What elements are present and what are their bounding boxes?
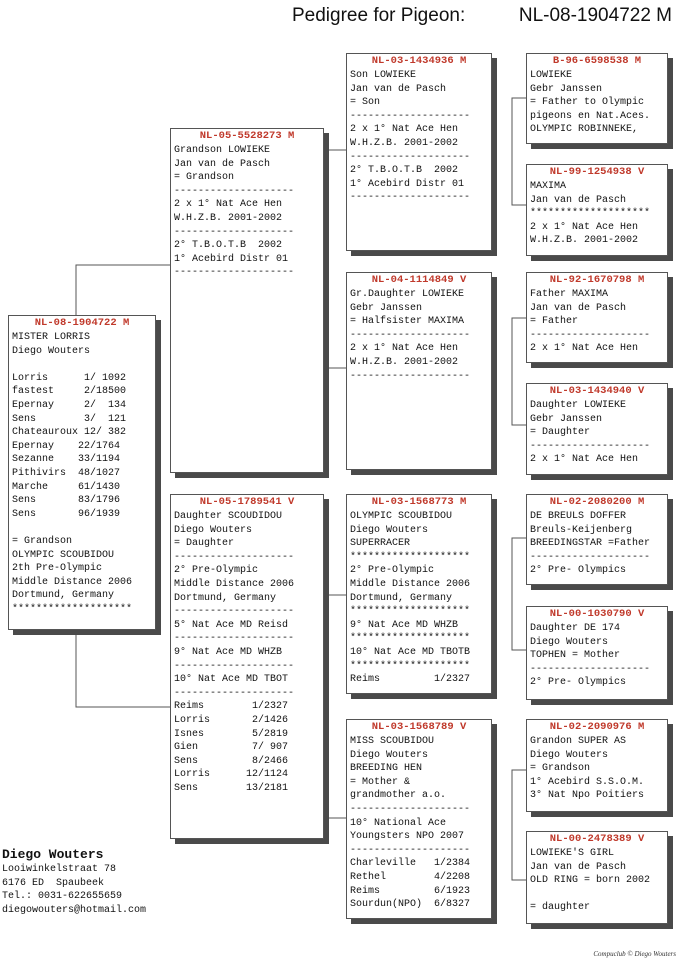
owner-postcode: 6176 ED Spaubeek [2,877,105,889]
connector-ss [512,98,526,205]
pedigree-line: BREEDING HEN [350,763,423,775]
pedigree-line: 10° Nat Ace MD TBOT [174,674,289,686]
pedigree-line: Diego Wouters [350,749,429,761]
pedigree-line: -------------------- [174,606,295,618]
connector-dd [512,770,526,880]
pedigree-line: -------------------- [530,663,651,675]
pedigree-line: 2 x 1° Nat Ace Hen [350,124,459,136]
pigeon-card-ddd[interactable] [526,831,668,924]
pedigree-line: ******************** [350,606,471,618]
pedigree-line: -------------------- [174,687,295,699]
pedigree-line: Middle Distance 2006 [174,578,295,590]
pedigree-line: Jan van de Pasch [530,302,627,314]
ring-number: NL-92-1670798 M [549,274,645,286]
pedigree-line [12,358,152,372]
ring-number: NL-08-1904722 M [34,317,130,329]
pedigree-line: -------------------- [350,329,471,341]
pedigree-line: = Halfsister MAXIMA [350,316,465,328]
pedigree-line: Marche 61/1430 [12,481,121,493]
pedigree-line: Sens 8/2466 [174,755,289,767]
title-label: Pedigree for Pigeon: [292,5,466,26]
pedigree-line: 2 x 1° Nat Ace Hen [174,199,283,211]
pedigree-line: ******************** [530,208,651,220]
pigeon-card-dam[interactable] [170,494,324,839]
ring-number: NL-03-1568773 M [371,496,467,508]
pedigree-line: 10° Nat Ace MD TBOTB [350,646,471,658]
pedigree-line: 9° Nat Ace MD WHZB [174,646,283,658]
pedigree-line: 2° Pre- Olympics [530,677,627,689]
pedigree-line: Reims 1/2327 [174,701,289,713]
pigeon-card-dsd[interactable] [526,606,668,700]
pedigree-line: LOWIEKE'S GIRL [530,848,615,859]
pedigree-line: Dortmund, Germany [174,592,277,604]
pedigree-line: = Grandson [530,763,591,775]
pedigree-line: Sourdun(NPO) 6/8327 [350,899,471,911]
pedigree-line: Gr.Daughter LOWIEKE [350,289,465,300]
pigeon-card-sire[interactable] [170,128,324,473]
pedigree-line: OLYMPIC SCOUBIDOU [350,511,453,522]
pigeon-card-dd[interactable] [346,719,492,919]
pedigree-line: OLYMPIC SCOUBIDOU [12,549,115,561]
connector-dam [324,595,346,818]
pedigree-line: 2° T.B.O.T.B 2002 [174,240,283,252]
pedigree-line: Rethel 4/2208 [350,871,471,883]
pigeon-card-sds[interactable] [526,272,668,363]
pedigree-line: W.H.Z.B. 2001-2002 [350,356,459,368]
pedigree-line: 2° Pre-Olympic [350,565,435,577]
pedigree-line: Dortmund, Germany [350,592,453,604]
pedigree-line: TOPHEN = Mother [530,650,621,662]
pedigree-line: Sens 83/1796 [12,495,121,507]
owner-info [2,847,146,918]
pedigree-line: Daughter LOWIEKE [530,400,627,411]
ring-number: NL-02-2090976 M [549,721,645,733]
pedigree-line: -------------------- [530,329,651,341]
ring-number: NL-03-1434940 V [549,385,645,397]
pedigree-line: Isnes 5/2819 [174,728,289,740]
pedigree-line: Chateauroux 12/ 382 [12,427,127,439]
pedigree-line: Jan van de Pasch [350,83,447,95]
pedigree-line: Gebr Janssen [530,83,603,95]
pedigree-line: -------------------- [174,185,295,197]
pedigree-line: Gebr Janssen [350,302,423,314]
ring-number: NL-05-5528273 M [199,130,295,142]
pedigree-line: Father MAXIMA [530,289,609,300]
pedigree-line: 2th Pre-Olympic [12,563,103,575]
pedigree-line: 9° Nat Ace MD WHZB [350,619,459,631]
pedigree-line: W.H.Z.B. 2001-2002 [350,137,459,149]
pedigree-line: Jan van de Pasch [530,194,627,206]
ring-number: NL-03-1434936 M [371,55,467,67]
pedigree-line: ******************** [350,633,471,645]
pedigree-line: -------------------- [530,551,651,563]
pedigree-line: Gebr Janssen [530,413,603,425]
ring-number: NL-04-1114849 V [371,274,467,286]
pedigree-line [12,521,152,535]
ring-number: NL-05-1789541 V [199,496,295,508]
pedigree-line: -------------------- [174,267,295,279]
pedigree-line: 1° Acebird S.S.O.M. [530,776,645,788]
pedigree-line: Diego Wouters [530,749,609,761]
owner-name: Diego Wouters [2,847,104,862]
pedigree-line: W.H.Z.B. 2001-2002 [530,235,639,247]
pedigree-line: = Mother & [350,776,411,788]
pedigree-line: -------------------- [174,660,295,672]
pedigree-line: Middle Distance 2006 [12,576,133,588]
pedigree-line: ******************** [12,603,133,615]
pedigree-line: Reims 1/2327 [350,674,471,686]
pedigree-line: 2 x 1° Nat Ace Hen [530,454,639,466]
pedigree-line: 1° Acebird Distr 01 [350,178,465,190]
pedigree-line: BREEDINGSTAR =Father [530,538,651,550]
pedigree-line: Gien 7/ 907 [174,742,289,754]
pigeon-card-ssd[interactable] [526,164,668,256]
pedigree-line: Sens 3/ 121 [12,413,127,425]
pedigree-line: Youngsters NPO 2007 [350,831,465,843]
pigeon-card-dss[interactable] [526,494,668,585]
pedigree-line: Lorris 2/1426 [174,714,289,726]
pedigree-line: 2 x 1° Nat Ace Hen [350,343,459,355]
pedigree-line: Jan van de Pasch [174,158,271,170]
pedigree-line: 2° Pre- Olympics [530,565,627,577]
pigeon-card-sdd[interactable] [526,383,668,475]
pedigree-line: Diego Wouters [350,524,429,536]
connector-sire [324,150,346,368]
pedigree-line: 10° National Ace [350,817,447,829]
pedigree-line: Reims 6/1923 [350,885,471,897]
pedigree-line: 1° Acebird Distr 01 [174,253,289,265]
pedigree-line: = Son [350,97,381,109]
pedigree-line: -------------------- [350,192,471,204]
pedigree-line: = Daughter [530,427,591,439]
pedigree-line: Grandon SUPER AS [530,736,627,747]
pigeon-card-sss[interactable] [526,53,668,144]
pedigree-line: Lorris 12/1124 [174,769,289,781]
pedigree-line: W.H.Z.B. 2001-2002 [174,212,283,224]
pedigree-line: Son LOWIEKE [350,70,417,81]
pedigree-line: 3° Nat Npo Poitiers [530,790,645,802]
pedigree-line: Sezanne 33/1194 [12,454,121,466]
pedigree-line: = Grandson [174,172,235,184]
pigeon-card-dds[interactable] [526,719,668,812]
pedigree-line: 2° Pre-Olympic [174,565,259,577]
pedigree-line: Epernay 2/ 134 [12,399,127,411]
pedigree-line: -------------------- [174,633,295,645]
ring-number: NL-00-1030790 V [549,608,645,620]
pedigree-line: OLYMPIC ROBINNEKE, [530,124,639,136]
pedigree-line: -------------------- [174,551,295,563]
pedigree-line: -------------------- [350,844,471,856]
pedigree-line: fastest 2/18500 [12,386,127,398]
owner-email[interactable]: diegowouters@hotmail.com [2,904,147,916]
pedigree-line: -------------------- [350,370,471,382]
pedigree-line: = daughter [530,902,591,914]
pedigree-line: Breuls-Keijenberg [530,524,633,536]
pedigree-line: Diego Wouters [174,524,253,536]
pedigree-line: grandmother a.o. [350,790,447,802]
pedigree-line: Daughter SCOUDIDOU [174,511,283,522]
pigeon-card-ds[interactable] [346,494,492,694]
pedigree-line: 2 x 1° Nat Ace Hen [530,343,639,355]
pedigree-line: -------------------- [350,803,471,815]
pedigree-line: Middle Distance 2006 [350,578,471,590]
pedigree-line: Sens 13/2181 [174,782,289,794]
pedigree-line: = Grandson [12,535,73,547]
ring-number: B-96-6598538 M [552,55,642,67]
owner-address: Looiwinkelstraat 78 [2,864,117,875]
pedigree-line: OLD RING = born 2002 [530,875,651,887]
pedigree-line: MAXIMA [530,181,567,192]
pedigree-line: = Father to Olympic [530,97,645,109]
pedigree-line: SUPERRACER [350,538,411,550]
pedigree-line: -------------------- [174,226,295,238]
pedigree-line: 5° Nat Ace MD Reisd [174,619,289,631]
pedigree-line: LOWIEKE [530,70,573,81]
pedigree-line: = Daughter [174,538,235,550]
pedigree-line: ******************** [350,660,471,672]
pedigree-line: = Father [530,316,579,328]
pedigree-line: Lorris 1/ 1092 [12,372,127,384]
pedigree-line: Charleville 1/2384 [350,858,471,870]
ring-number: NL-02-2080200 M [549,496,645,508]
connector-ds [512,538,526,650]
pedigree-line: DE BREULS DOFFER [530,511,627,522]
pedigree-line: Daughter DE 174 [530,623,621,634]
pedigree-line: Diego Wouters [12,345,91,357]
pedigree-line: Dortmund, Germany [12,590,115,602]
pigeon-card-ss[interactable] [346,53,492,251]
pedigree-line: -------------------- [530,440,651,452]
ring-number: NL-99-1254938 V [549,166,645,178]
ring-number: NL-03-1568789 V [371,721,467,733]
footer-credit: Compuclub © Diego Wouters [593,950,676,958]
pedigree-line: 2° T.B.O.T.B 2002 [350,165,459,177]
pedigree-line: MISTER LORRIS [12,332,91,343]
pedigree-line: pigeons en Nat.Aces. [530,110,651,122]
pedigree-line: -------------------- [350,110,471,122]
pedigree-line: Pithivirs 48/1027 [12,467,121,479]
pedigree-line: Diego Wouters [530,636,609,648]
pedigree-line: -------------------- [350,151,471,163]
pedigree-line: Epernay 22/1764 [12,440,121,452]
pedigree-line: MISS SCOUBIDOU [350,736,435,747]
pedigree-line: Sens 96/1939 [12,508,121,520]
pedigree-line [530,888,664,902]
pedigree-line: ******************** [350,551,471,563]
pedigree-line: Grandson LOWIEKE [174,145,271,156]
pigeon-card-subject[interactable] [8,315,156,630]
pedigree-line: 2 x 1° Nat Ace Hen [530,221,639,233]
connector-sd [512,318,526,425]
owner-phone: Tel.: 0031-622655659 [2,891,123,903]
pedigree-line: Jan van de Pasch [530,861,627,873]
title-ring-number: NL-08-1904722 M [518,5,672,26]
pigeon-card-sd[interactable] [346,272,492,470]
ring-number: NL-00-2478389 V [549,833,645,845]
